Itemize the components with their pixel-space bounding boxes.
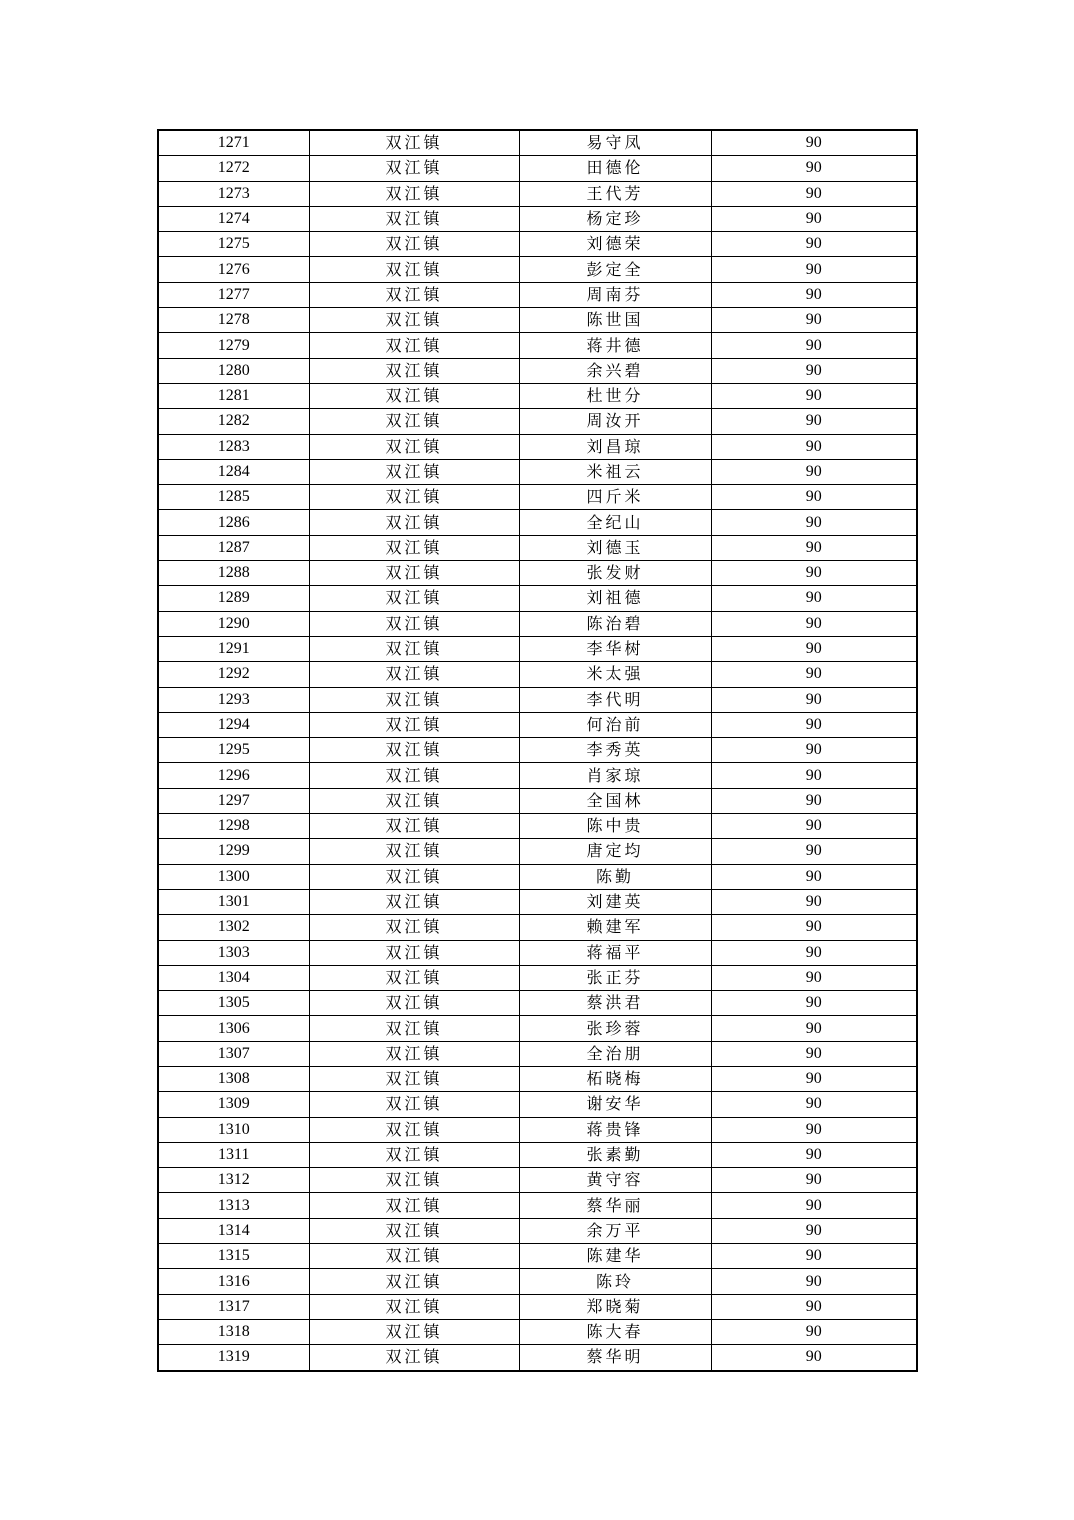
person-name-cell: 易守凤 (519, 130, 711, 156)
amount-cell: 90 (711, 839, 917, 864)
person-name-cell: 全治朋 (519, 1041, 711, 1066)
amount-cell: 90 (711, 1218, 917, 1243)
person-name-cell: 蔡华明 (519, 1345, 711, 1371)
amount-cell: 90 (711, 662, 917, 687)
amount-cell: 90 (711, 510, 917, 535)
table-row (158, 1117, 917, 1142)
serial-number-cell: 1308 (158, 1066, 309, 1091)
person-name-cell: 周南芬 (519, 282, 711, 307)
table-row (158, 206, 917, 231)
amount-cell: 90 (711, 763, 917, 788)
serial-number-cell: 1302 (158, 915, 309, 940)
town-cell: 双江镇 (309, 535, 519, 560)
table-row (158, 738, 917, 763)
roster-table (157, 129, 918, 1372)
serial-number-cell: 1298 (158, 814, 309, 839)
person-name-cell: 杜世分 (519, 383, 711, 408)
table-row (158, 1193, 917, 1218)
person-name-cell: 刘德玉 (519, 535, 711, 560)
serial-number-cell: 1292 (158, 662, 309, 687)
person-name-cell: 陈中贵 (519, 814, 711, 839)
amount-cell: 90 (711, 864, 917, 889)
serial-number-cell: 1275 (158, 232, 309, 257)
town-cell: 双江镇 (309, 1345, 519, 1371)
serial-number-cell: 1294 (158, 712, 309, 737)
town-cell: 双江镇 (309, 257, 519, 282)
person-name-cell: 余兴碧 (519, 358, 711, 383)
amount-cell: 90 (711, 358, 917, 383)
amount-cell: 90 (711, 257, 917, 282)
table-row (158, 383, 917, 408)
person-name-cell: 彭定全 (519, 257, 711, 282)
serial-number-cell: 1280 (158, 358, 309, 383)
amount-cell: 90 (711, 788, 917, 813)
person-name-cell: 蒋贵锋 (519, 1117, 711, 1142)
person-name-cell: 张发财 (519, 561, 711, 586)
amount-cell: 90 (711, 915, 917, 940)
serial-number-cell: 1303 (158, 940, 309, 965)
town-cell: 双江镇 (309, 712, 519, 737)
table-row (158, 864, 917, 889)
serial-number-cell: 1277 (158, 282, 309, 307)
town-cell: 双江镇 (309, 1142, 519, 1167)
person-name-cell: 张正芬 (519, 965, 711, 990)
person-name-cell: 蒋福平 (519, 940, 711, 965)
amount-cell: 90 (711, 535, 917, 560)
table-row (158, 712, 917, 737)
town-cell: 双江镇 (309, 839, 519, 864)
town-cell: 双江镇 (309, 1168, 519, 1193)
person-name-cell: 周汝开 (519, 409, 711, 434)
amount-cell: 90 (711, 940, 917, 965)
serial-number-cell: 1314 (158, 1218, 309, 1243)
person-name-cell: 陈世国 (519, 308, 711, 333)
person-name-cell: 蔡洪君 (519, 991, 711, 1016)
table-row (158, 991, 917, 1016)
amount-cell: 90 (711, 561, 917, 586)
town-cell: 双江镇 (309, 485, 519, 510)
person-name-cell: 张珍蓉 (519, 1016, 711, 1041)
serial-number-cell: 1307 (158, 1041, 309, 1066)
serial-number-cell: 1311 (158, 1142, 309, 1167)
table-row (158, 510, 917, 535)
table-row (158, 965, 917, 990)
amount-cell: 90 (711, 586, 917, 611)
town-cell: 双江镇 (309, 586, 519, 611)
person-name-cell: 柘晓梅 (519, 1066, 711, 1091)
serial-number-cell: 1306 (158, 1016, 309, 1041)
roster-body (158, 130, 917, 1371)
table-row (158, 181, 917, 206)
person-name-cell: 刘祖德 (519, 586, 711, 611)
table-row (158, 687, 917, 712)
town-cell: 双江镇 (309, 510, 519, 535)
table-row (158, 763, 917, 788)
town-cell: 双江镇 (309, 1092, 519, 1117)
serial-number-cell: 1279 (158, 333, 309, 358)
table-row (158, 561, 917, 586)
person-name-cell: 陈大春 (519, 1319, 711, 1344)
amount-cell: 90 (711, 282, 917, 307)
amount-cell: 90 (711, 459, 917, 484)
amount-cell: 90 (711, 156, 917, 181)
town-cell: 双江镇 (309, 1218, 519, 1243)
town-cell: 双江镇 (309, 738, 519, 763)
town-cell: 双江镇 (309, 358, 519, 383)
serial-number-cell: 1290 (158, 611, 309, 636)
table-row (158, 1319, 917, 1344)
serial-number-cell: 1274 (158, 206, 309, 231)
town-cell: 双江镇 (309, 232, 519, 257)
person-name-cell: 余万平 (519, 1218, 711, 1243)
table-row (158, 1168, 917, 1193)
table-row (158, 535, 917, 560)
table-row (158, 232, 917, 257)
table-row (158, 409, 917, 434)
table-row (158, 282, 917, 307)
town-cell: 双江镇 (309, 434, 519, 459)
person-name-cell: 李秀英 (519, 738, 711, 763)
amount-cell: 90 (711, 409, 917, 434)
serial-number-cell: 1283 (158, 434, 309, 459)
person-name-cell: 刘德荣 (519, 232, 711, 257)
serial-number-cell: 1305 (158, 991, 309, 1016)
table-row (158, 1041, 917, 1066)
amount-cell: 90 (711, 383, 917, 408)
table-row (158, 485, 917, 510)
serial-number-cell: 1295 (158, 738, 309, 763)
amount-cell: 90 (711, 1016, 917, 1041)
amount-cell: 90 (711, 232, 917, 257)
serial-number-cell: 1288 (158, 561, 309, 586)
serial-number-cell: 1304 (158, 965, 309, 990)
table-row (158, 586, 917, 611)
serial-number-cell: 1296 (158, 763, 309, 788)
amount-cell: 90 (711, 308, 917, 333)
amount-cell: 90 (711, 1345, 917, 1371)
serial-number-cell: 1291 (158, 636, 309, 661)
serial-number-cell: 1300 (158, 864, 309, 889)
serial-number-cell: 1318 (158, 1319, 309, 1344)
serial-number-cell: 1286 (158, 510, 309, 535)
person-name-cell: 王代芳 (519, 181, 711, 206)
town-cell: 双江镇 (309, 181, 519, 206)
person-name-cell: 刘建英 (519, 889, 711, 914)
town-cell: 双江镇 (309, 636, 519, 661)
person-name-cell: 米祖云 (519, 459, 711, 484)
table-row (158, 308, 917, 333)
town-cell: 双江镇 (309, 1016, 519, 1041)
table-row (158, 1016, 917, 1041)
serial-number-cell: 1312 (158, 1168, 309, 1193)
town-cell: 双江镇 (309, 814, 519, 839)
person-name-cell: 陈玲 (519, 1269, 711, 1294)
amount-cell: 90 (711, 1041, 917, 1066)
town-cell: 双江镇 (309, 864, 519, 889)
amount-cell: 90 (711, 434, 917, 459)
person-name-cell: 谢安华 (519, 1092, 711, 1117)
person-name-cell: 李代明 (519, 687, 711, 712)
person-name-cell: 米太强 (519, 662, 711, 687)
town-cell: 双江镇 (309, 991, 519, 1016)
table-row (158, 358, 917, 383)
serial-number-cell: 1285 (158, 485, 309, 510)
serial-number-cell: 1273 (158, 181, 309, 206)
serial-number-cell: 1301 (158, 889, 309, 914)
serial-number-cell: 1293 (158, 687, 309, 712)
town-cell: 双江镇 (309, 915, 519, 940)
table-row (158, 1218, 917, 1243)
serial-number-cell: 1309 (158, 1092, 309, 1117)
amount-cell: 90 (711, 738, 917, 763)
person-name-cell: 张素勤 (519, 1142, 711, 1167)
town-cell: 双江镇 (309, 1294, 519, 1319)
serial-number-cell: 1297 (158, 788, 309, 813)
person-name-cell: 唐定均 (519, 839, 711, 864)
serial-number-cell: 1272 (158, 156, 309, 181)
serial-number-cell: 1319 (158, 1345, 309, 1371)
table-row (158, 1244, 917, 1269)
amount-cell: 90 (711, 991, 917, 1016)
amount-cell: 90 (711, 889, 917, 914)
town-cell: 双江镇 (309, 333, 519, 358)
amount-cell: 90 (711, 181, 917, 206)
table-row (158, 1269, 917, 1294)
town-cell: 双江镇 (309, 611, 519, 636)
town-cell: 双江镇 (309, 156, 519, 181)
amount-cell: 90 (711, 1193, 917, 1218)
table-row (158, 662, 917, 687)
person-name-cell: 陈勤 (519, 864, 711, 889)
table-row (158, 1066, 917, 1091)
amount-cell: 90 (711, 333, 917, 358)
person-name-cell: 郑晓菊 (519, 1294, 711, 1319)
town-cell: 双江镇 (309, 561, 519, 586)
amount-cell: 90 (711, 206, 917, 231)
person-name-cell: 赖建军 (519, 915, 711, 940)
serial-number-cell: 1316 (158, 1269, 309, 1294)
town-cell: 双江镇 (309, 1244, 519, 1269)
amount-cell: 90 (711, 130, 917, 156)
amount-cell: 90 (711, 1244, 917, 1269)
town-cell: 双江镇 (309, 965, 519, 990)
town-cell: 双江镇 (309, 308, 519, 333)
person-name-cell: 肖家琼 (519, 763, 711, 788)
town-cell: 双江镇 (309, 409, 519, 434)
table-row (158, 459, 917, 484)
amount-cell: 90 (711, 1092, 917, 1117)
table-row (158, 814, 917, 839)
town-cell: 双江镇 (309, 206, 519, 231)
amount-cell: 90 (711, 1294, 917, 1319)
amount-cell: 90 (711, 687, 917, 712)
person-name-cell: 全国林 (519, 788, 711, 813)
person-name-cell: 全纪山 (519, 510, 711, 535)
amount-cell: 90 (711, 1066, 917, 1091)
town-cell: 双江镇 (309, 687, 519, 712)
person-name-cell: 黄守容 (519, 1168, 711, 1193)
amount-cell: 90 (711, 712, 917, 737)
person-name-cell: 何治前 (519, 712, 711, 737)
town-cell: 双江镇 (309, 383, 519, 408)
table-row (158, 915, 917, 940)
serial-number-cell: 1317 (158, 1294, 309, 1319)
serial-number-cell: 1284 (158, 459, 309, 484)
person-name-cell: 田德伦 (519, 156, 711, 181)
town-cell: 双江镇 (309, 459, 519, 484)
town-cell: 双江镇 (309, 940, 519, 965)
person-name-cell: 刘昌琼 (519, 434, 711, 459)
serial-number-cell: 1278 (158, 308, 309, 333)
serial-number-cell: 1289 (158, 586, 309, 611)
person-name-cell: 陈治碧 (519, 611, 711, 636)
town-cell: 双江镇 (309, 130, 519, 156)
table-row (158, 889, 917, 914)
serial-number-cell: 1315 (158, 1244, 309, 1269)
town-cell: 双江镇 (309, 788, 519, 813)
town-cell: 双江镇 (309, 1269, 519, 1294)
table-row (158, 611, 917, 636)
town-cell: 双江镇 (309, 763, 519, 788)
table-row (158, 130, 917, 156)
serial-number-cell: 1313 (158, 1193, 309, 1218)
table-row (158, 156, 917, 181)
serial-number-cell: 1276 (158, 257, 309, 282)
table-row (158, 257, 917, 282)
amount-cell: 90 (711, 611, 917, 636)
table-row (158, 434, 917, 459)
serial-number-cell: 1299 (158, 839, 309, 864)
town-cell: 双江镇 (309, 889, 519, 914)
amount-cell: 90 (711, 1319, 917, 1344)
serial-number-cell: 1287 (158, 535, 309, 560)
serial-number-cell: 1281 (158, 383, 309, 408)
table-row (158, 940, 917, 965)
town-cell: 双江镇 (309, 1193, 519, 1218)
person-name-cell: 四斤米 (519, 485, 711, 510)
table-row (158, 333, 917, 358)
table-row (158, 1092, 917, 1117)
amount-cell: 90 (711, 1142, 917, 1167)
table-row (158, 1142, 917, 1167)
person-name-cell: 陈建华 (519, 1244, 711, 1269)
town-cell: 双江镇 (309, 1041, 519, 1066)
serial-number-cell: 1310 (158, 1117, 309, 1142)
table-row (158, 839, 917, 864)
serial-number-cell: 1271 (158, 130, 309, 156)
table-row (158, 636, 917, 661)
town-cell: 双江镇 (309, 1117, 519, 1142)
amount-cell: 90 (711, 636, 917, 661)
table-row (158, 788, 917, 813)
town-cell: 双江镇 (309, 1319, 519, 1344)
serial-number-cell: 1282 (158, 409, 309, 434)
person-name-cell: 杨定珍 (519, 206, 711, 231)
amount-cell: 90 (711, 814, 917, 839)
town-cell: 双江镇 (309, 1066, 519, 1091)
amount-cell: 90 (711, 1117, 917, 1142)
table-row (158, 1294, 917, 1319)
person-name-cell: 蒋井德 (519, 333, 711, 358)
amount-cell: 90 (711, 485, 917, 510)
table-row (158, 1345, 917, 1371)
person-name-cell: 蔡华丽 (519, 1193, 711, 1218)
town-cell: 双江镇 (309, 662, 519, 687)
town-cell: 双江镇 (309, 282, 519, 307)
person-name-cell: 李华树 (519, 636, 711, 661)
amount-cell: 90 (711, 965, 917, 990)
amount-cell: 90 (711, 1269, 917, 1294)
amount-cell: 90 (711, 1168, 917, 1193)
